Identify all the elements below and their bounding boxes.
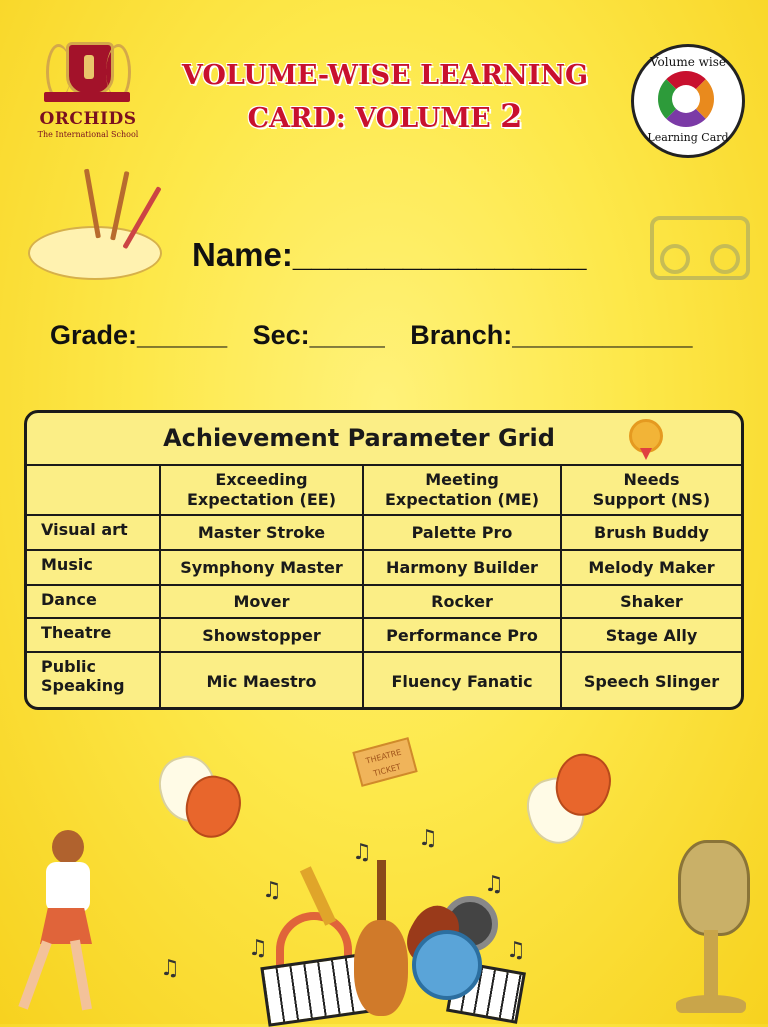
- grid-title-text: Achievement Parameter Grid: [163, 424, 555, 452]
- class-info-line: [50, 320, 711, 351]
- row-label: Theatre: [27, 618, 160, 652]
- cell-ee: Symphony Master: [160, 550, 363, 585]
- cell-ns: Brush Buddy: [561, 515, 741, 550]
- page-title: [150, 56, 620, 139]
- dancer-body: [46, 862, 90, 912]
- row-label: Music: [27, 550, 160, 585]
- cell-me: Fluency Fanatic: [363, 652, 561, 710]
- drum-icon: [412, 930, 482, 1000]
- music-note-icon: ♫: [262, 878, 282, 903]
- microphone-icon: [678, 840, 750, 936]
- branch-field[interactable]: Branch:____________: [410, 320, 693, 350]
- badge-bottom-text: Learning Card: [647, 131, 729, 144]
- dancer-leg: [70, 940, 92, 1011]
- column-header-me: Meeting Expectation (ME): [363, 466, 561, 515]
- table-row: [27, 515, 741, 550]
- brush-icon: [110, 171, 129, 241]
- cell-me: Harmony Builder: [363, 550, 561, 585]
- cell-ee: Mic Maestro: [160, 652, 363, 710]
- section-field[interactable]: Sec:_____: [252, 320, 385, 350]
- guitar-icon: [354, 920, 408, 1016]
- table-row: [27, 618, 741, 652]
- table-row: [27, 652, 741, 710]
- cell-me: Palette Pro: [363, 515, 561, 550]
- medal-icon: [629, 419, 663, 453]
- achievement-grid: [24, 410, 744, 710]
- cell-ee: Showstopper: [160, 618, 363, 652]
- dancer-leg: [18, 940, 51, 1009]
- cell-ns: Stage Ally: [561, 618, 741, 652]
- badge-ring-icon: [658, 71, 714, 127]
- row-label: Public Speaking: [27, 652, 160, 710]
- title-line-1: VOLUME-WISE LEARNING: [181, 60, 589, 91]
- school-subtitle: The International School: [37, 130, 139, 139]
- radio-icon: [650, 216, 750, 280]
- music-note-icon: ♫: [160, 956, 180, 981]
- school-name: ORCHIDS: [39, 109, 137, 129]
- grade-field[interactable]: Grade:______: [50, 320, 228, 350]
- row-label: Dance: [27, 585, 160, 618]
- name-field[interactable]: Name:________________: [192, 236, 587, 273]
- cell-ee: Mover: [160, 585, 363, 618]
- row-label: Visual art: [27, 515, 160, 550]
- cell-ns: Melody Maker: [561, 550, 741, 585]
- grid-corner-cell: [27, 466, 160, 515]
- music-note-icon: ♫: [248, 936, 268, 961]
- cell-ee: Master Stroke: [160, 515, 363, 550]
- dancer-icon: [52, 830, 84, 864]
- grid-table: [27, 466, 741, 710]
- brush-icon: [122, 186, 161, 249]
- school-logo: [28, 34, 148, 144]
- volume-number: 2: [500, 97, 523, 135]
- grid-header-row: [27, 466, 741, 515]
- table-row: [27, 550, 741, 585]
- palette-icon: [28, 226, 162, 280]
- dancer-skirt: [40, 908, 92, 944]
- microphone-base: [676, 995, 746, 1013]
- cell-me: Performance Pro: [363, 618, 561, 652]
- title-prefix: CARD: VOLUME: [247, 103, 491, 134]
- column-header-ee: Exceeding Expectation (EE): [160, 466, 363, 515]
- microphone-stand: [704, 930, 718, 1000]
- brush-icon: [84, 169, 101, 239]
- table-row: [27, 585, 741, 618]
- badge-top-text: Volume wise: [649, 55, 727, 69]
- cell-me: Rocker: [363, 585, 561, 618]
- music-note-icon: ♫: [484, 872, 504, 897]
- cell-ns: Speech Slinger: [561, 652, 741, 710]
- ribbon-icon: [44, 92, 130, 102]
- ticket-icon: THEATRE TICKET: [352, 737, 417, 787]
- title-line-2: [150, 96, 620, 139]
- column-header-ns: Needs Support (NS): [561, 466, 741, 515]
- music-note-icon: ♫: [506, 938, 526, 963]
- music-note-icon: ♫: [418, 826, 438, 851]
- music-note-icon: ♫: [352, 840, 372, 865]
- cell-ns: Shaker: [561, 585, 741, 618]
- volume-wise-badge: [631, 44, 745, 158]
